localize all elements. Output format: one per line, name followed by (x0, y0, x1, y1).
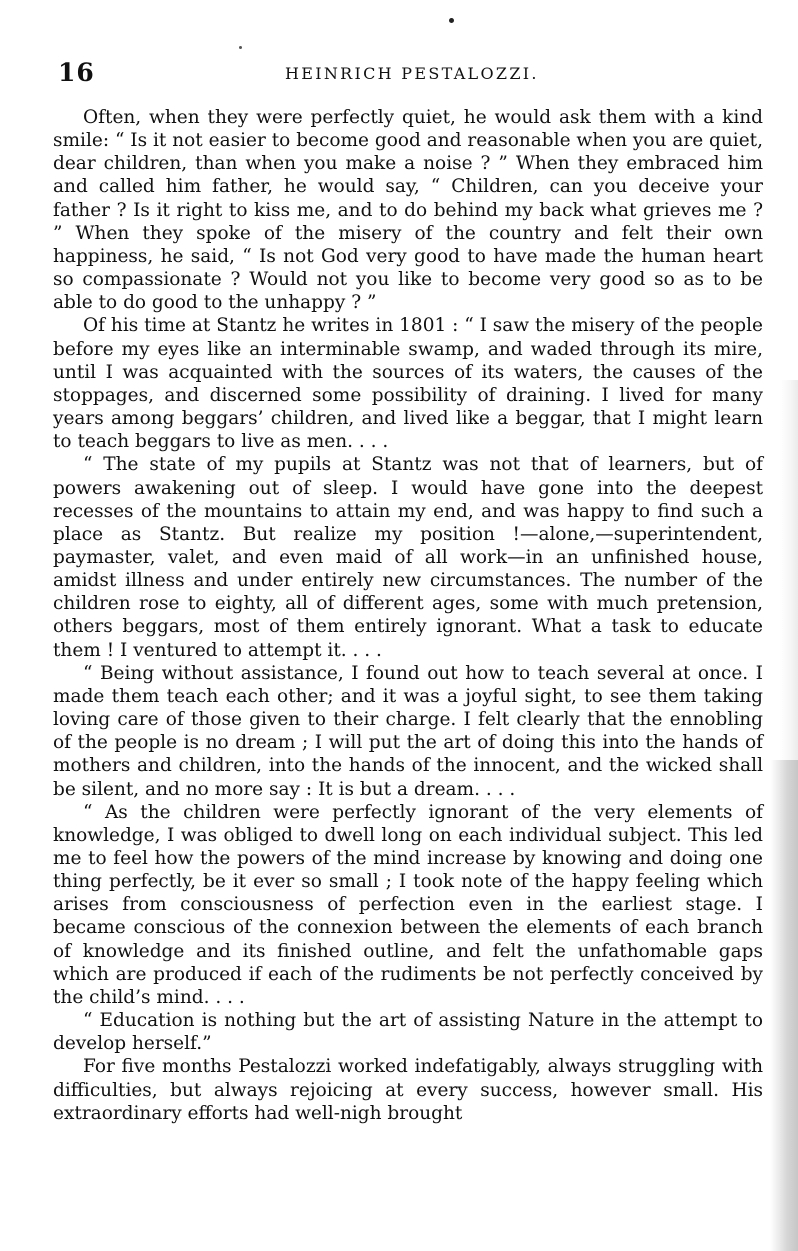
running-head: HEINRICH PESTALOZZI. (285, 64, 539, 83)
page-edge-shadow (770, 760, 798, 1251)
body-text (53, 106, 763, 1125)
page-edge-shadow (780, 380, 798, 760)
print-speck (239, 46, 242, 49)
paragraph: “ Education is nothing but the art of assisting Nature in the attempt to develop herself.” (53, 1010, 763, 1055)
paragraph: Often, when they were perfectly quiet, he would ask them with a kind smile: “ Is it not easier to become good and reasonable when you are quiet, dear children, than when you make a noise ? ” When they embraced him and called him father, he would say, “ Children, can you deceive your father ? Is it right to kiss me, and to do behind my back what grieves me ? ” When they spoke of the misery of the country and felt their own happiness, he said, “ Is not God very good to have made the human heart so compassionate ? Would not you like to become very good so as to be able to do good to the unhappy ? ” (53, 107, 763, 314)
paragraph: “ Being without assistance, I found out how to teach several at once. I made them teach each other; and it was a joyful sight, to see them taking loving care of those given to their charge. I felt clearly that the ennobling of the people is no dream ; I will put the art of doing this into the hands of mothers and children, into the hands of the innocent, and the wicked shall be silent, and no more say : It is but a dream. . . . (53, 662, 763, 800)
paragraph: “ The state of my pupils at Stantz was not that of learners, but of powers awakening out of sleep. I would have gone into the deepest recesses of the mountains to attain my end, and was happy to find such a place as Stantz. But realize my position !—alone,—superintendent, paymaster, valet, and even maid of all work—in an unfinished house, amidst illness and under entirely new circumstances. The number of the children rose to eighty, all of different ages, some with much pretension, others beggars, most of them entirely ignorant. What a task to educate them ! I ventured to attempt it. . . . (53, 454, 763, 661)
paragraph: “ As the children were perfectly ignorant of the very elements of knowledge, I was obliged to dwell long on each individual subject. This led me to feel how the powers of the mind increase by knowing and doing one thing perfectly, be it ever so small ; I took note of the happy feeling which arises from consciousness of perfection even in the earliest stage. I became conscious of the connexion between the elements of each branch of knowledge and its finished outline, and felt the unfathomable gaps which are produced if each of the rudiments be not perfectly conceived by the child’s mind. . . . (53, 801, 763, 1008)
paragraph: Of his time at Stantz he writes in 1801 : “ I saw the misery of the people before my eyes like an interminable swamp, and waded through its mire, until I was acquainted with the sources of its waters, the causes of the stoppages, and discerned some possibility of draining. I lived for many years among beggars’ children, and lived like a beggar, that I might learn to teach beggars to live as men. . . . (53, 315, 763, 453)
print-speck (449, 18, 454, 23)
paragraph: For five months Pestalozzi worked indefatigably, always struggling with difficulties, but always rejoicing at every success, however small. His extraordinary efforts had well-nigh brought (53, 1056, 763, 1124)
page-header (58, 58, 763, 90)
page-number: 16 (58, 58, 95, 87)
